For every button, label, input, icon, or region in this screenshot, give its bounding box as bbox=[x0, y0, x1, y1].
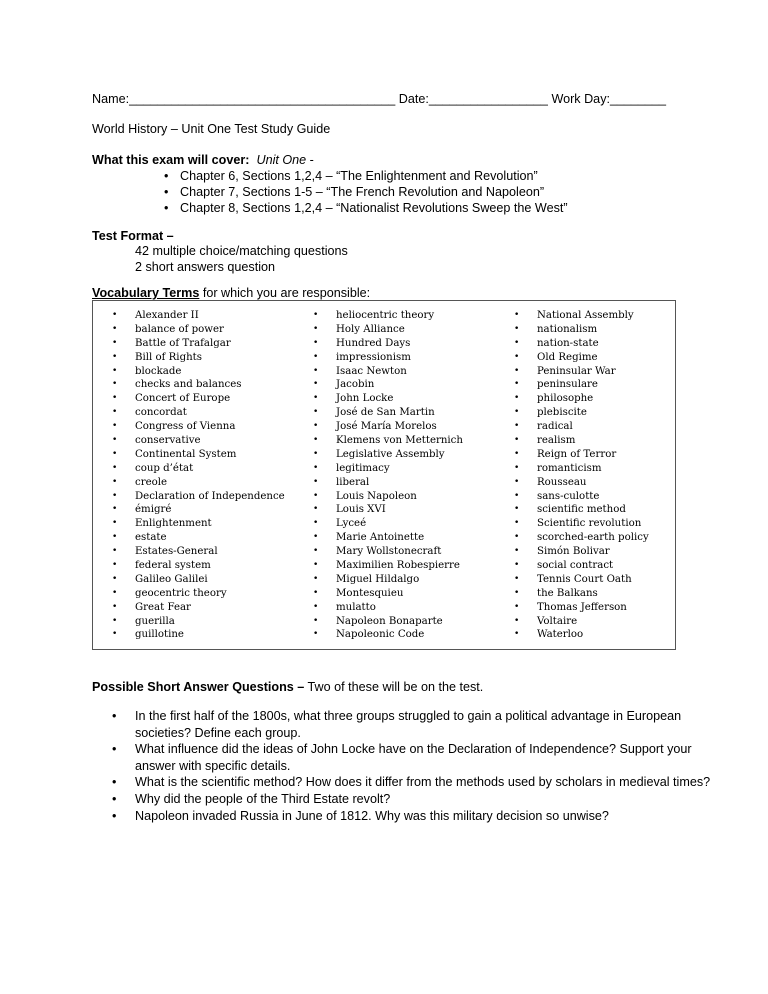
vocab-term: • Continental System bbox=[112, 448, 237, 460]
bullet-icon: • bbox=[313, 532, 319, 543]
bullet-icon: • bbox=[514, 337, 520, 348]
bullet-icon: • bbox=[313, 351, 319, 362]
bullet-icon: • bbox=[313, 407, 319, 418]
vocab-column-1 bbox=[112, 309, 285, 642]
workday-label: Work Day: bbox=[551, 92, 610, 106]
page-title: World History – Unit One Test Study Guide bbox=[92, 122, 331, 136]
vocab-term: • Legislative Assembly bbox=[313, 448, 445, 460]
coverage-unit: Unit One bbox=[256, 153, 307, 167]
coverage-colon: : bbox=[245, 153, 250, 167]
vocab-term: • coup d’état bbox=[112, 462, 194, 474]
vocab-term: • John Locke bbox=[313, 393, 394, 405]
bullet-icon: • bbox=[514, 490, 520, 501]
bullet-icon: • bbox=[112, 504, 118, 515]
vocab-term: • Enlightenment bbox=[112, 518, 212, 530]
bullet-icon: • bbox=[514, 351, 520, 362]
vocab-term: • peninsulare bbox=[514, 379, 598, 391]
vocab-term: • guerilla bbox=[112, 615, 175, 627]
bullet-icon: • bbox=[313, 462, 319, 473]
bullet-icon: • bbox=[112, 393, 118, 404]
bullet-icon: • bbox=[313, 379, 319, 390]
bullet-icon: • bbox=[164, 185, 169, 199]
vocab-term: • legitimacy bbox=[313, 462, 390, 474]
vocab-column-2 bbox=[313, 309, 463, 642]
bullet-icon: • bbox=[112, 407, 118, 418]
vocab-term: • National Assembly bbox=[514, 310, 634, 321]
vocab-term: • Tennis Court Oath bbox=[514, 573, 632, 585]
vocab-term: • Klemens von Metternich bbox=[313, 435, 463, 447]
short-answer-question: • In the first half of the 1800s, what three groups struggled to gain a political advantage in European societies? Define each group. bbox=[112, 709, 682, 740]
vocab-table bbox=[92, 300, 676, 650]
bullet-icon: • bbox=[313, 435, 319, 446]
bullet-icon: • bbox=[313, 601, 319, 612]
format-label: Test Format – bbox=[92, 229, 174, 243]
bullet-icon: • bbox=[112, 518, 118, 529]
bullet-icon: • bbox=[112, 808, 117, 823]
vocab-term: • Battle of Trafalgar bbox=[112, 337, 231, 349]
date-blank: _________________ bbox=[428, 92, 548, 106]
coverage-heading bbox=[92, 153, 314, 167]
vocab-term: • heliocentric theory bbox=[313, 310, 435, 321]
vocab-term: • Mary Wollstonecraft bbox=[313, 546, 442, 558]
vocab-term: • Peninsular War bbox=[514, 365, 616, 377]
bullet-icon: • bbox=[112, 615, 118, 626]
vocab-term: • plebiscite bbox=[514, 407, 587, 419]
bullet-icon: • bbox=[313, 546, 319, 557]
bullet-icon: • bbox=[313, 448, 319, 459]
bullet-icon: • bbox=[514, 393, 520, 404]
bullet-icon: • bbox=[514, 448, 520, 459]
vocab-term: • scorched-earth policy bbox=[514, 532, 649, 544]
vocab-term: • Waterloo bbox=[514, 629, 584, 641]
bullet-icon: • bbox=[313, 560, 319, 571]
bullet-icon: • bbox=[112, 421, 118, 432]
vocab-term: • romanticism bbox=[514, 462, 602, 474]
vocab-term: • Alexander II bbox=[112, 310, 199, 321]
bullet-icon: • bbox=[514, 601, 520, 612]
bullet-icon: • bbox=[112, 323, 118, 334]
format-item: 2 short answers question bbox=[135, 260, 276, 274]
vocab-term: • sans-culotte bbox=[514, 490, 600, 502]
bullet-icon: • bbox=[313, 587, 319, 598]
vocab-label-rest: for which you are responsible: bbox=[199, 286, 371, 300]
bullet-icon: • bbox=[112, 462, 118, 473]
vocab-term: • José María Morelos bbox=[313, 421, 437, 433]
bullet-icon: • bbox=[514, 573, 520, 584]
bullet-icon: • bbox=[112, 573, 118, 584]
bullet-icon: • bbox=[313, 476, 319, 487]
vocab-term: • the Balkans bbox=[514, 587, 598, 599]
vocab-term: • Louis XVI bbox=[313, 504, 386, 516]
vocab-term: • Great Fear bbox=[112, 601, 191, 613]
vocab-term: • mulatto bbox=[313, 601, 376, 613]
vocab-term: • scientific method bbox=[514, 504, 626, 516]
vocab-term: • Concert of Europe bbox=[112, 393, 231, 405]
bullet-icon: • bbox=[514, 310, 520, 320]
bullet-icon: • bbox=[313, 310, 319, 320]
bullet-icon: • bbox=[313, 337, 319, 348]
bullet-icon: • bbox=[514, 323, 520, 334]
vocab-term: • concordat bbox=[112, 407, 187, 419]
short-answer-question: • What influence did the ideas of John Locke have on the Declaration of Independence? Support your answer with specific details. bbox=[112, 742, 692, 773]
vocab-term: • impressionism bbox=[313, 351, 411, 363]
bullet-icon: • bbox=[112, 532, 118, 543]
bullet-icon: • bbox=[112, 310, 118, 320]
vocab-term: • Jacobin bbox=[313, 379, 375, 391]
bullet-icon: • bbox=[313, 490, 319, 501]
name-label: Name: bbox=[92, 92, 130, 106]
vocab-term: • Estates-General bbox=[112, 546, 218, 558]
bullet-icon: • bbox=[313, 518, 319, 529]
name-blank: ______________________________________ bbox=[129, 92, 396, 106]
bullet-icon: • bbox=[514, 518, 520, 529]
bullet-icon: • bbox=[313, 629, 319, 640]
bullet-icon: • bbox=[112, 601, 118, 612]
bullet-icon: • bbox=[514, 462, 520, 473]
vocab-term: • José de San Martin bbox=[313, 407, 435, 419]
vocab-term: • federal system bbox=[112, 560, 211, 572]
coverage-label: What this exam will cover bbox=[92, 153, 246, 167]
vocab-term: • social contract bbox=[514, 560, 614, 572]
list-item: • Chapter 7, Sections 1-5 – “The French Revolution and Napoleon” bbox=[164, 185, 545, 199]
bullet-icon: • bbox=[313, 393, 319, 404]
bullet-icon: • bbox=[112, 775, 117, 790]
bullet-icon: • bbox=[313, 615, 319, 626]
bullet-icon: • bbox=[164, 169, 169, 183]
coverage-dash: - bbox=[306, 153, 314, 167]
vocab-term: • liberal bbox=[313, 476, 370, 488]
vocab-term: • philosophe bbox=[514, 393, 594, 405]
vocab-term: • Old Regime bbox=[514, 351, 598, 363]
short-answer-label-rest: Two of these will be on the test. bbox=[304, 680, 484, 694]
bullet-icon: • bbox=[514, 435, 520, 446]
vocab-term: • Thomas Jefferson bbox=[514, 601, 627, 613]
vocab-term: • Lyceé bbox=[313, 518, 367, 530]
bullet-icon: • bbox=[313, 421, 319, 432]
vocab-term: • estate bbox=[112, 532, 167, 544]
vocab-term: • Maximilien Robespierre bbox=[313, 560, 460, 572]
bullet-icon: • bbox=[313, 323, 319, 334]
vocab-term: • nation-state bbox=[514, 337, 599, 349]
bullet-icon: • bbox=[313, 504, 319, 515]
vocab-term: • conservative bbox=[112, 435, 201, 447]
vocab-term: • Louis Napoleon bbox=[313, 490, 417, 502]
bullet-icon: • bbox=[112, 337, 118, 348]
bullet-icon: • bbox=[313, 365, 319, 376]
bullet-icon: • bbox=[112, 435, 118, 446]
vocab-term: • Hundred Days bbox=[313, 337, 411, 349]
bullet-icon: • bbox=[514, 587, 520, 598]
bullet-icon: • bbox=[514, 532, 520, 543]
vocab-term: • Simón Bolivar bbox=[514, 546, 610, 558]
bullet-icon: • bbox=[112, 546, 118, 557]
vocab-term: • Congress of Vienna bbox=[112, 421, 236, 433]
vocab-term: • émigré bbox=[112, 504, 172, 516]
vocab-term: • Holy Alliance bbox=[313, 323, 405, 335]
vocab-term: • Montesquieu bbox=[313, 587, 404, 599]
bullet-icon: • bbox=[112, 490, 118, 501]
vocab-heading bbox=[92, 286, 370, 300]
vocab-term: • geocentric theory bbox=[112, 587, 227, 599]
bullet-icon: • bbox=[514, 629, 520, 640]
vocab-term: • checks and balances bbox=[112, 379, 242, 391]
vocab-term: • Scientific revolution bbox=[514, 518, 642, 530]
vocab-term: • Miguel Hildalgo bbox=[313, 573, 420, 585]
bullet-icon: • bbox=[112, 709, 117, 723]
bullet-icon: • bbox=[112, 560, 118, 571]
short-answer-question: • Why did the people of the Third Estate revolt? bbox=[112, 791, 391, 806]
format-item: 42 multiple choice/matching questions bbox=[135, 244, 348, 258]
bullet-icon: • bbox=[112, 742, 117, 757]
chapter-list bbox=[164, 168, 568, 216]
short-answer-question: • What is the scientific method? How does it differ from the methods used by scholars in medieval times? bbox=[112, 775, 711, 790]
bullet-icon: • bbox=[112, 379, 118, 390]
bullet-icon: • bbox=[112, 629, 118, 640]
bullet-icon: • bbox=[514, 421, 520, 432]
header-line bbox=[92, 92, 666, 106]
vocab-term: • balance of power bbox=[112, 323, 224, 335]
vocab-term: • Marie Antoinette bbox=[313, 532, 425, 544]
vocab-term: • Rousseau bbox=[514, 476, 587, 488]
bullet-icon: • bbox=[112, 365, 118, 376]
bullet-icon: • bbox=[112, 587, 118, 598]
vocab-term: • radical bbox=[514, 421, 573, 433]
bullet-icon: • bbox=[514, 560, 520, 571]
bullet-icon: • bbox=[112, 351, 118, 362]
vocab-term: • nationalism bbox=[514, 323, 598, 335]
bullet-icon: • bbox=[514, 365, 520, 376]
list-item: • Chapter 8, Sections 1,2,4 – “Nationalist Revolutions Sweep the West” bbox=[164, 201, 568, 215]
vocab-term: • Isaac Newton bbox=[313, 365, 407, 377]
vocab-term: • Bill of Rights bbox=[112, 351, 202, 363]
short-answer-list bbox=[112, 708, 715, 824]
list-item: • Chapter 6, Sections 1,2,4 – “The Enlightenment and Revolution” bbox=[164, 169, 538, 183]
bullet-icon: • bbox=[164, 201, 169, 215]
bullet-icon: • bbox=[112, 448, 118, 459]
short-answer-question: • Napoleon invaded Russia in June of 1812. Why was this military decision so unwise? bbox=[112, 808, 609, 823]
bullet-icon: • bbox=[313, 573, 319, 584]
vocab-term: • Voltaire bbox=[514, 615, 578, 627]
vocab-term: • Galileo Galilei bbox=[112, 573, 208, 585]
vocab-term: • realism bbox=[514, 435, 576, 447]
bullet-icon: • bbox=[112, 791, 117, 806]
short-answer-heading bbox=[92, 680, 483, 694]
vocab-column-3 bbox=[514, 309, 649, 642]
vocab-term: • creole bbox=[112, 476, 168, 488]
short-answer-label: Possible Short Answer Questions – bbox=[92, 680, 305, 694]
vocab-term: • Napoleonic Code bbox=[313, 629, 425, 641]
vocab-term: • guillotine bbox=[112, 629, 184, 641]
bullet-icon: • bbox=[514, 379, 520, 390]
bullet-icon: • bbox=[112, 476, 118, 487]
bullet-icon: • bbox=[514, 476, 520, 487]
date-label: Date: bbox=[398, 92, 429, 106]
vocab-term: • blockade bbox=[112, 365, 182, 377]
workday-blank: ________ bbox=[610, 92, 667, 106]
bullet-icon: • bbox=[514, 615, 520, 626]
bullet-icon: • bbox=[514, 504, 520, 515]
vocab-term: • Declaration of Independence bbox=[112, 490, 285, 502]
vocab-term: • Reign of Terror bbox=[514, 448, 617, 460]
vocab-term: • Napoleon Bonaparte bbox=[313, 615, 443, 627]
bullet-icon: • bbox=[514, 407, 520, 418]
bullet-icon: • bbox=[514, 546, 520, 557]
vocab-label: Vocabulary Terms bbox=[92, 286, 200, 300]
